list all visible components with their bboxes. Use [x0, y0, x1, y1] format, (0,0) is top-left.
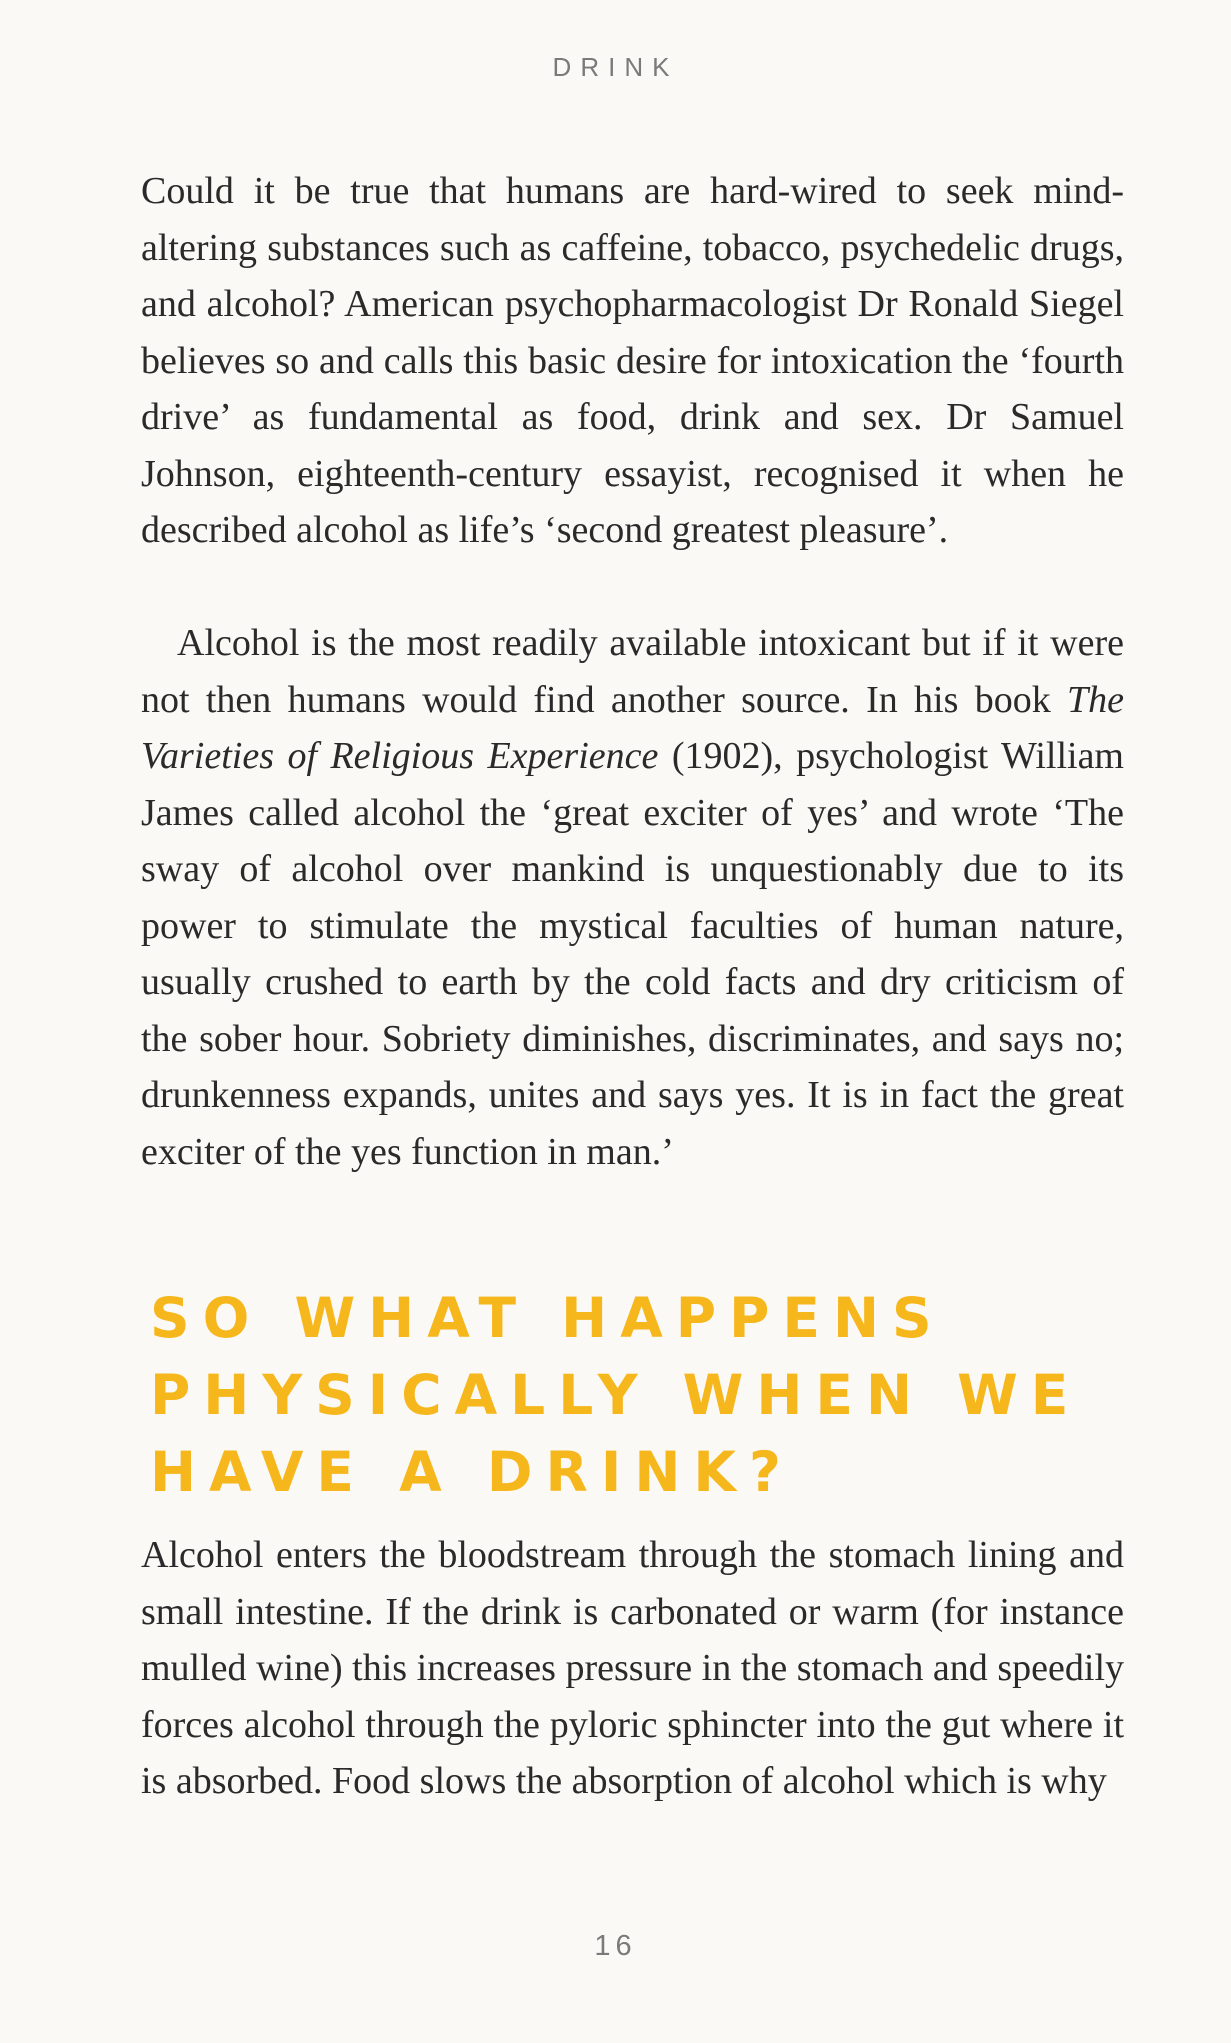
- page-number: 16: [594, 1930, 637, 1962]
- section-heading-line: PHYSICALLY WHEN WE: [150, 1363, 1082, 1427]
- section-heading: [150, 1280, 1110, 1511]
- paragraph-intro: Could it be true that humans are hard-wired to seek mind-altering substances such as caffeine, tobacco, psychedelic drugs, and alcohol? American psychopharmacologist Dr Ronald Siegel believes so and calls this basic desire for intoxication the ‘fourth drive’ as fundamental as food, drink and sex. Dr Samuel Johnson, eighteenth-century essayist, recognised it when he described alcohol as life’s ‘second greatest pleasure’.: [141, 170, 1124, 551]
- paragraph-text-after-title: (1902), psychologist William James called alcohol the ‘great exciter of yes’ and wrote ‘The sway of alcohol over mankind is unquestionably due to its power to stimulate the mystical faculties of human nature, usually crushed to earth by the cold facts and dry criticism of the sober hour. Sobriety diminishes, discriminates, and says no; drunkenness expands, unites and says yes. It is in fact the great exciter of the yes function in man.’: [141, 735, 1124, 1173]
- running-head: DRINK: [552, 52, 679, 82]
- section-heading-line: HAVE A DRINK?: [150, 1440, 794, 1504]
- section-heading-line: SO WHAT HAPPENS: [150, 1286, 945, 1350]
- book-title: The Varieties of Religious Experience: [141, 678, 1124, 777]
- paragraph-text-before-title: Alcohol is the most readily available intoxicant but if it were not then humans would find another source. In his book: [141, 622, 1124, 721]
- paragraph-absorption: Alcohol enters the bloodstream through the stomach lining and small intestine. If the drink is carbonated or warm (for instance mulled wine) this increases pressure in the stomach and speedily forces alcohol through the pyloric sphincter into the gut where it is absorbed. Food slows the absorption of alcohol which is why: [141, 1534, 1124, 1802]
- paragraph-william-james: [141, 615, 1124, 1180]
